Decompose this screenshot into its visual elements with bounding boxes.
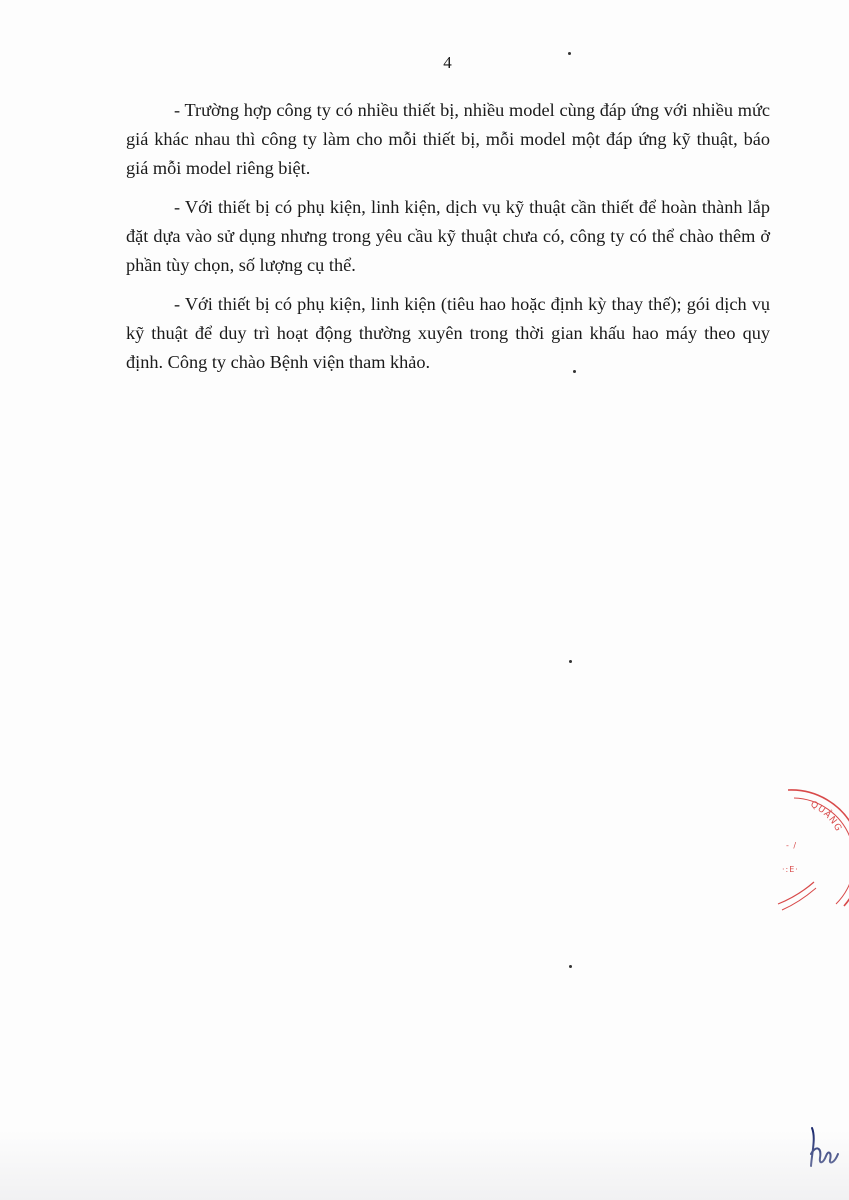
stamp-text: QUẢNG bbox=[808, 799, 844, 834]
scan-speck bbox=[568, 52, 571, 55]
scan-shadow bbox=[0, 1130, 849, 1200]
stamp-outer-ring bbox=[788, 790, 849, 906]
paragraph-2: - Với thiết bị có phụ kiện, linh kiện, dịch vụ kỹ thuật cần thiết để hoàn thành lắp đặt dựa vào sử dụng nhưng trong yêu cầu kỹ thuật chưa có, công ty có thể chào thêm ở phần tùy chọn, số lượng cụ thể. bbox=[126, 197, 770, 275]
stamp-stroke bbox=[778, 882, 814, 904]
scan-speck bbox=[573, 370, 576, 373]
company-stamp bbox=[770, 786, 849, 916]
stamp-mark: ·:E· bbox=[782, 865, 799, 874]
paragraph-3: - Với thiết bị có phụ kiện, linh kiện (tiêu hao hoặc định kỳ thay thế); gói dịch vụ kỹ thuật để duy trì hoạt động thường xuyên trong thời gian khấu hao máy theo quy định. Công ty chào Bệnh viện tham khảo. bbox=[126, 294, 770, 372]
page-number: 4 bbox=[443, 53, 452, 72]
scan-speck bbox=[569, 660, 572, 663]
scan-speck bbox=[569, 965, 572, 968]
document-body bbox=[126, 96, 770, 387]
paragraph-1: - Trường hợp công ty có nhiều thiết bị, nhiều model cùng đáp ứng với nhiều mức giá khác nhau thì công ty làm cho mỗi thiết bị, mỗi model một đáp ứng kỹ thuật, báo giá mỗi model riêng biệt. bbox=[126, 100, 770, 178]
stamp-mark: - / bbox=[786, 841, 798, 850]
stamp-stroke bbox=[782, 888, 816, 910]
